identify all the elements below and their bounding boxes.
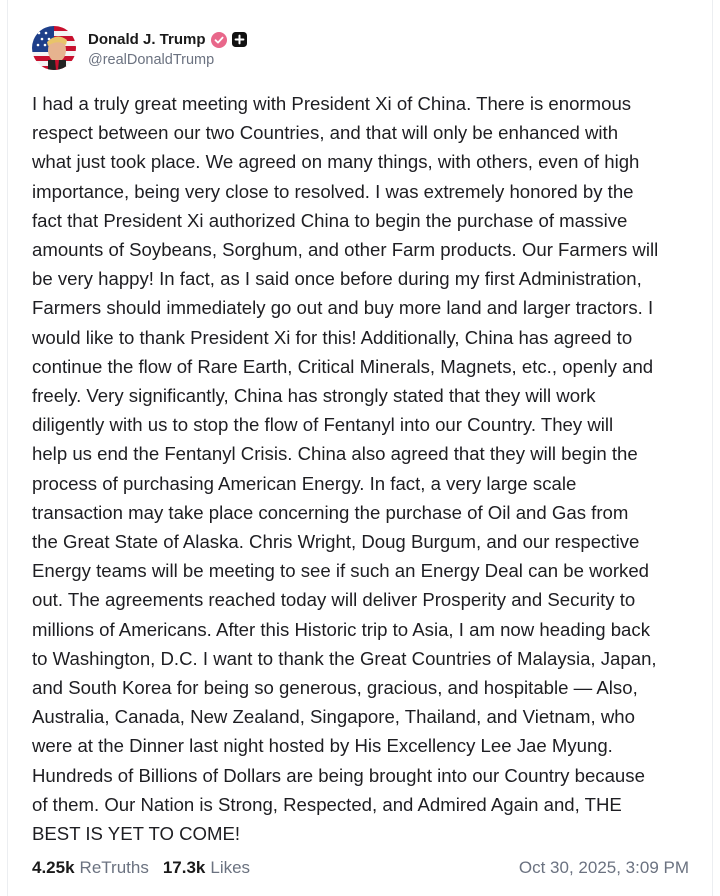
post-footer <box>32 856 689 880</box>
post-header <box>32 26 247 70</box>
likes-stat[interactable] <box>163 858 250 878</box>
post-text: I had a truly great meeting with President Xi of China. There is enormous respect between our two Countries, and that will only be enhanced with what just took place. We agreed on many things, with others, even of high importance, being very close to resolved. I was extremely honored by the fact that President Xi authorized China to begin the purchase of massive amounts of Soybeans, Sorghum, and other Farm products. Our Farmers will be very happy! In fact, as I said once before during my first Administration, Farmers should immediately go out and buy more land and larger tractors. I would like to thank President Xi for this! Additionally, China has agreed to continue the flow of Rare Earth, Critical Minerals, Magnets, etc., openly and freely. Very significantly, China has strongly stated that they will work diligently with us to stop the flow of Fentanyl into our Country. They will help us end the Fentanyl Crisis. China also agreed that they will begin the process of purchasing American Energy. In fact, a very large scale transaction may take place concerning the purchase of Oil and Gas from the Great State of Alaska. Chris Wright, Doug Burgum, and our respective Energy teams will be meeting to see if such an Energy Deal can be worked out. The agreements reached today will deliver Prosperity and Security to millions of Americans. After this Historic trip to Asia, I am now heading back to Washington, D.C. I want to thank the Great Countries of Malaysia, Japan, and South Korea for being so generous, gracious, and hospitable — Also, Australia, Canada, New Zealand, Singapore, Thailand, and Vietnam, who were at the Dinner last night hosted by His Excellency Lee Jae Myung. Hundreds of Billions of Dollars are being brought into our Country because of them. Our Nation is Strong, Respected, and Admired Again and, THE BEST IS YET TO COME! <box>32 93 659 845</box>
author-handle[interactable]: @realDonaldTrump <box>88 51 215 68</box>
likes-count: 17.3k <box>162 858 206 877</box>
plus-badge-icon <box>232 32 247 47</box>
avatar[interactable] <box>32 26 76 70</box>
verified-check-icon <box>211 32 227 48</box>
post-card <box>7 0 713 896</box>
retruths-count: 4.25k <box>32 858 75 877</box>
retruths-label: ReTruths <box>79 858 149 877</box>
retruths-stat[interactable] <box>32 858 149 878</box>
avatar-image <box>32 26 76 70</box>
author-name-row <box>88 29 247 51</box>
likes-label: Likes <box>210 858 251 877</box>
author-display-name[interactable]: Donald J. Trump <box>88 31 206 48</box>
author-identity <box>88 29 247 68</box>
post-timestamp[interactable]: Oct 30, 2025, 3:09 PM <box>518 858 689 877</box>
